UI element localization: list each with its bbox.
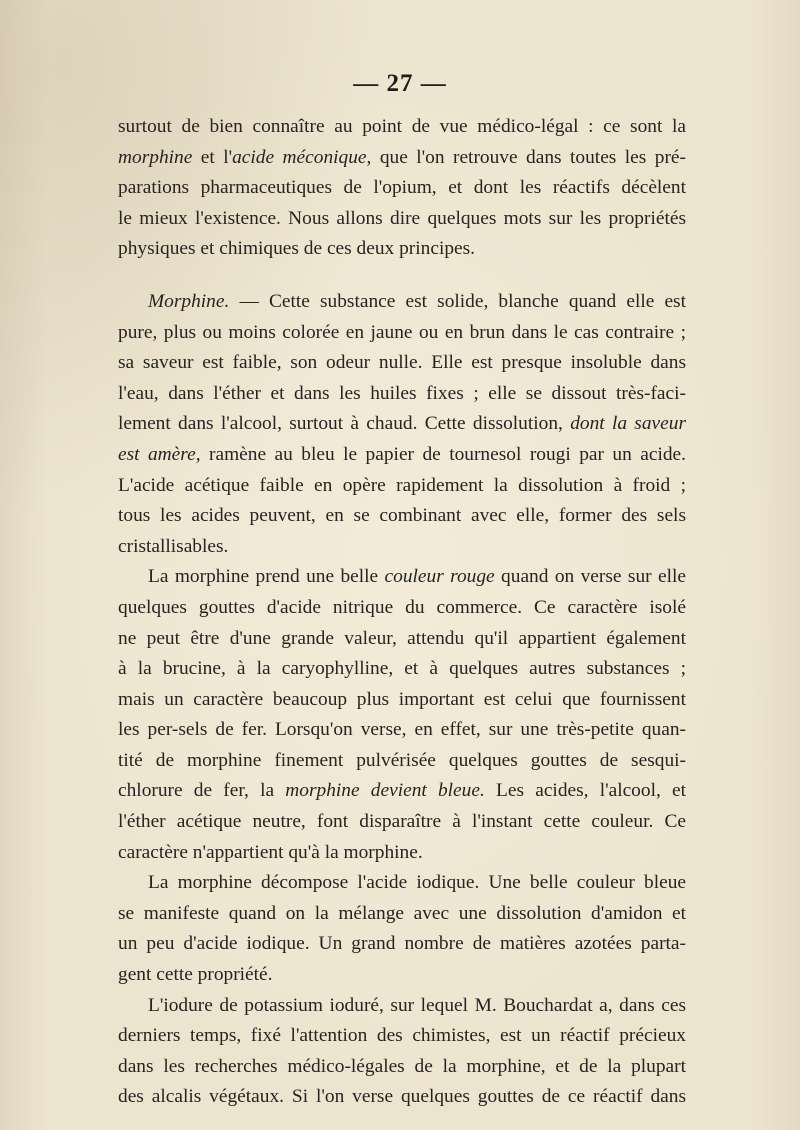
text-line: L'iodure de potassium ioduré, sur lequel M. Bouchardat a, dans ces: [148, 994, 686, 1016]
text-line: caractère n'appartient qu'à la morphine.: [118, 841, 423, 863]
text-run: et l': [192, 146, 233, 168]
italic-term: morphine: [118, 146, 193, 168]
text-line: sa saveur est faible, son odeur nulle. Elle est presque insoluble dans: [118, 352, 686, 374]
text-line: tité de morphine finement pulvérisée quelques gouttes de sesqui-: [118, 749, 686, 771]
text-line: [118, 562, 686, 593]
text-line: [118, 287, 686, 318]
paragraph-morphine: [118, 287, 686, 562]
paragraph-couleur-rouge: [118, 562, 686, 868]
italic-term: est amère: [118, 443, 196, 465]
text-line: ne peut être d'une grande valeur, attendu qu'il appartient également: [118, 627, 686, 649]
text-line: [118, 776, 686, 807]
text-line: se manifeste quand on la mélange avec une dissolution d'amidon et: [118, 902, 686, 924]
text-line: des alcalis végétaux. Si l'on verse quelques gouttes de ce réactif dans: [118, 1086, 686, 1108]
text-line: l'eau, dans l'éther et dans les huiles fixes ; elle se dissout très-faci-: [118, 382, 686, 404]
body-text: [118, 112, 686, 1113]
text-line: [118, 143, 686, 174]
text-line: physiques et chimiques de ces deux principes.: [118, 238, 476, 260]
paragraph-gap: [118, 265, 686, 287]
text-run: lement dans l'alcool, surtout à chaud. Cette dissolution,: [118, 413, 571, 435]
italic-term: dont la saveur: [570, 413, 686, 435]
text-line: dans les recherches médico-légales de la morphine, et de la plupart: [118, 1055, 686, 1077]
italic-term: couleur rouge: [384, 566, 495, 588]
text-line: à la brucine, à la caryophylline, et à quelques autres substances ;: [118, 658, 686, 680]
text-line: [118, 440, 686, 471]
text-line: gent cette propriété.: [118, 964, 273, 986]
text-line: pure, plus ou moins colorée en jaune ou en brun dans le cas contraire ;: [118, 321, 686, 343]
italic-term: acide méconique,: [232, 146, 372, 168]
paragraph-acide-iodique: [118, 868, 686, 990]
text-line: un peu d'acide iodique. Un grand nombre de matières azotées parta-: [118, 933, 686, 955]
text-line: parations pharmaceutiques de l'opium, et dont les réactifs décèlent: [118, 177, 686, 199]
text-line: L'acide acétique faible en opère rapidement la dissolution à froid ;: [118, 474, 686, 496]
italic-term: morphine devient bleue.: [285, 780, 485, 802]
paragraph-iodure: [118, 991, 686, 1113]
page-number: — 27 —: [353, 70, 447, 97]
text-line: l'éther acétique neutre, font disparaître à l'instant cette couleur. Ce: [118, 811, 686, 833]
text-line: quelques gouttes d'acide nitrique du commerce. Ce caractère isolé: [118, 596, 686, 618]
text-run: — Cette substance est solide, blanche quand elle est: [229, 290, 686, 312]
text-line: La morphine décompose l'acide iodique. Une belle couleur bleue: [148, 872, 686, 894]
text-line: le mieux l'existence. Nous allons dire quelques mots sur les propriétés: [118, 207, 686, 229]
text-line: les per-sels de fer. Lorsqu'on verse, en effet, sur une très-petite quan-: [118, 719, 686, 741]
text-run: La morphine prend une belle: [148, 566, 385, 588]
text-line: cristallisables.: [118, 535, 229, 557]
text-line: mais un caractère beaucoup plus important est celui que fournissent: [118, 688, 686, 710]
text-line: [118, 409, 686, 440]
text-run: , ramène au bleu le papier de tournesol rougi par un acide.: [195, 443, 686, 465]
text-run: Les acides, l'alcool, et: [484, 780, 686, 802]
text-line: surtout de bien connaître au point de vue médico-légal : ce sont la: [118, 116, 686, 137]
text-run: quand on verse sur elle: [494, 566, 686, 588]
text-line: tous les acides peuvent, en se combinant avec elle, former des sels: [118, 505, 686, 527]
text-line: derniers temps, fixé l'attention des chimistes, est un réactif précieux: [118, 1025, 686, 1047]
text-run: chlorure de fer, la: [118, 780, 286, 802]
paragraph-intro: [118, 112, 686, 265]
section-heading: Morphine.: [148, 290, 230, 312]
text-run: que l'on retrouve dans toutes les pré-: [371, 146, 686, 168]
